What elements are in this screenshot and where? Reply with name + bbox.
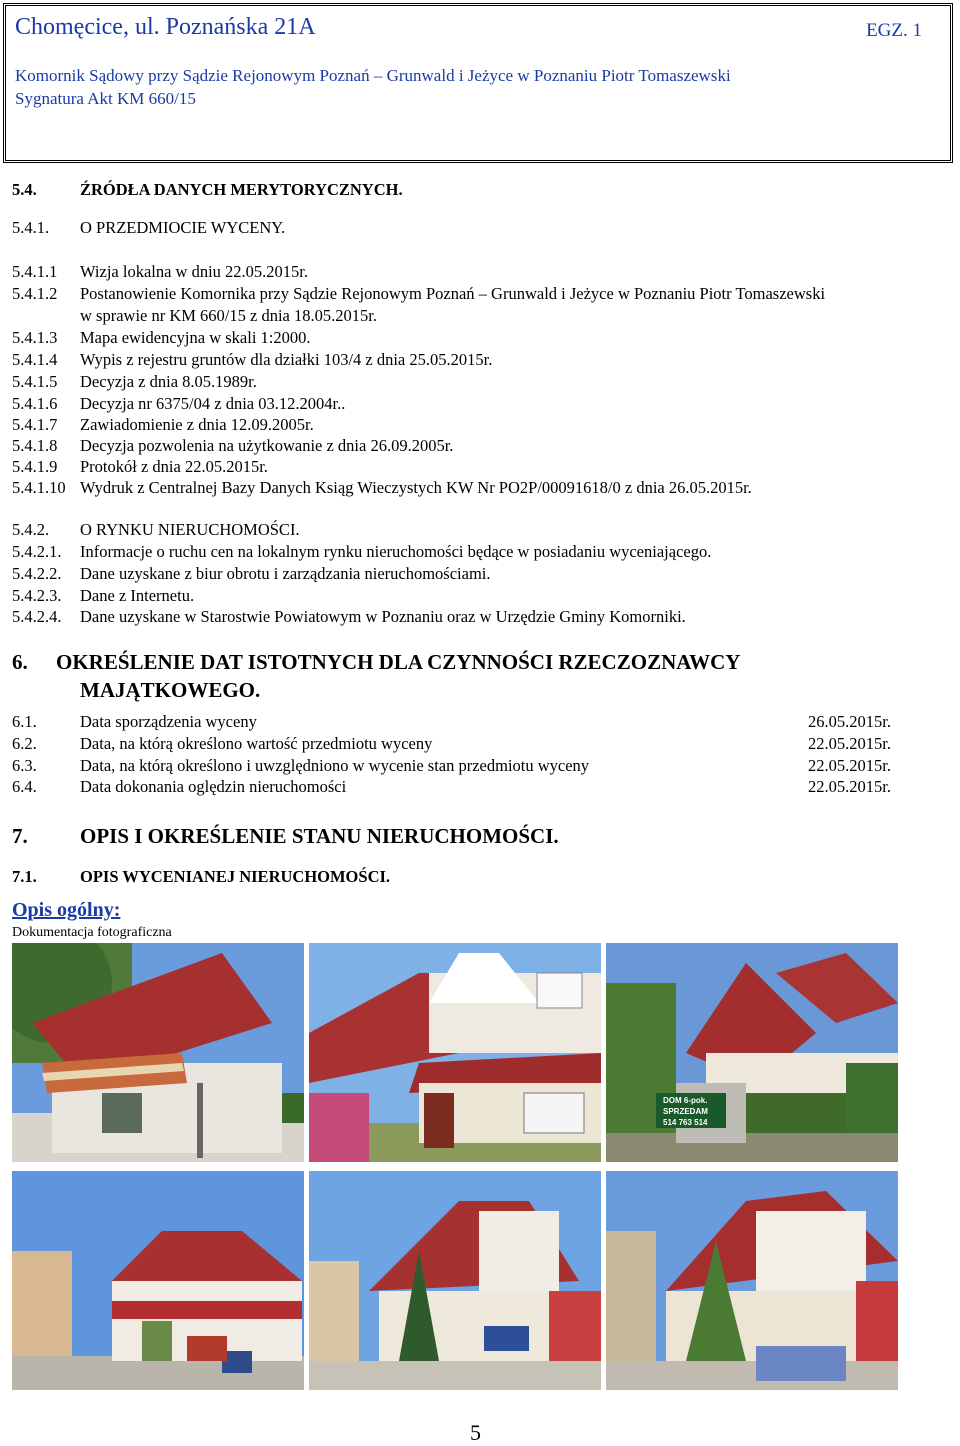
section-title: OPIS WYCENIANEJ NIERUCHOMOŚCI. bbox=[80, 867, 391, 886]
photo-caption: Dokumentacja fotograficzna bbox=[12, 925, 172, 940]
item-number: 5.4.1.10 bbox=[12, 478, 66, 497]
item-number: 5.4.1.1 bbox=[12, 262, 58, 281]
item-text: Wypis z rejestru gruntów dla działki 103/4 z dnia 25.05.2015r. bbox=[80, 350, 493, 369]
item-number: 6.4. bbox=[12, 777, 37, 796]
section-title: ŹRÓDŁA DANYCH MERYTORYCZNYCH. bbox=[80, 180, 403, 199]
document-title: Chomęcice, ul. Poznańska 21A bbox=[15, 14, 316, 40]
item-text: Data sporządzenia wyceny bbox=[80, 712, 257, 731]
item-number: 5.4.1.3 bbox=[12, 328, 58, 347]
section-title: O RYNKU NIERUCHOMOŚCI. bbox=[80, 520, 300, 539]
section-6-title: OKREŚLENIE DAT ISTOTNYCH DLA CZYNNOŚCI RZECZOZNAWCY bbox=[56, 650, 741, 674]
item-date: 22.05.2015r. bbox=[808, 777, 891, 796]
item-text: Wydruk z Centralnej Bazy Danych Ksiąg Wieczystych KW Nr PO2P/00091618/0 z dnia 26.05.2015r. bbox=[80, 478, 752, 497]
item-text: Data dokonania oględzin nieruchomości bbox=[80, 777, 347, 796]
sale-sign-line2: SPRZEDAM bbox=[663, 1107, 708, 1116]
section-6-title-cont: MAJĄTKOWEGO. bbox=[80, 678, 261, 702]
item-number: 5.4.2.3. bbox=[12, 586, 62, 605]
item-number: 5.4.1.5 bbox=[12, 372, 58, 391]
item-number: 5.4.2.1. bbox=[12, 542, 62, 561]
general-description-heading: Opis ogólny: bbox=[12, 899, 121, 921]
item-text: Decyzja pozwolenia na użytkowanie z dnia 26.09.2005r. bbox=[80, 436, 454, 455]
item-number: 5.4.2.2. bbox=[12, 564, 62, 583]
sale-sign-line1: DOM 6-pok. bbox=[663, 1096, 708, 1105]
item-text: Dane uzyskane w Starostwie Powiatowym w Poznaniu oraz w Urzędzie Gminy Komorniki. bbox=[80, 607, 686, 626]
item-text: Decyzja nr 6375/04 z dnia 03.12.2004r.. bbox=[80, 394, 346, 413]
item-text: Dane z Internetu. bbox=[80, 586, 195, 605]
item-number: 5.4.1.7 bbox=[12, 415, 58, 434]
item-text: Wizja lokalna w dniu 22.05.2015r. bbox=[80, 262, 309, 281]
item-text: Decyzja z dnia 8.05.1989r. bbox=[80, 372, 257, 391]
property-photo-5 bbox=[309, 1171, 601, 1390]
header-box bbox=[3, 3, 953, 163]
item-text: Postanowienie Komornika przy Sądzie Rejonowym Poznań – Grunwald i Jeżyce w Poznaniu Piotr Tomaszewski bbox=[80, 284, 826, 303]
item-text: Mapa ewidencyjna w skali 1:2000. bbox=[80, 328, 311, 347]
property-photo-4 bbox=[12, 1171, 304, 1390]
header-line-bailiff: Komornik Sądowy przy Sądzie Rejonowym Poznań – Grunwald i Jeżyce w Poznaniu Piotr Tomaszewski bbox=[15, 66, 731, 85]
section-number: 5.4.2. bbox=[12, 520, 50, 539]
item-date: 26.05.2015r. bbox=[808, 712, 891, 731]
item-text: w sprawie nr KM 660/15 z dnia 18.05.2015r. bbox=[80, 306, 377, 325]
item-date: 22.05.2015r. bbox=[808, 756, 891, 775]
section-6-number: 6. bbox=[12, 650, 28, 674]
item-date: 22.05.2015r. bbox=[808, 734, 891, 753]
item-text: Protokół z dnia 22.05.2015r. bbox=[80, 457, 268, 476]
item-text: Data, na którą określono wartość przedmiotu wyceny bbox=[80, 734, 433, 753]
item-number: 6.3. bbox=[12, 756, 37, 775]
section-7-title: OPIS I OKREŚLENIE STANU NIERUCHOMOŚCI. bbox=[80, 824, 559, 848]
section-number: 5.4. bbox=[12, 180, 37, 199]
item-number: 5.4.1.6 bbox=[12, 394, 58, 413]
item-number: 5.4.2.4. bbox=[12, 607, 62, 626]
section-title: O PRZEDMIOCIE WYCENY. bbox=[80, 218, 286, 237]
sale-sign-line3: 514 763 514 bbox=[663, 1118, 708, 1127]
item-text: Informacje o ruchu cen na lokalnym rynku nieruchomości będące w posiadaniu wyceniającego. bbox=[80, 542, 712, 561]
header-line-case: Sygnatura Akt KM 660/15 bbox=[15, 89, 196, 108]
item-text: Dane uzyskane z biur obrotu i zarządzania nieruchomościami. bbox=[80, 564, 491, 583]
property-photo-6 bbox=[606, 1171, 898, 1390]
property-photo-3 bbox=[606, 943, 898, 1162]
item-number: 6.2. bbox=[12, 734, 37, 753]
property-photo-1 bbox=[12, 943, 304, 1162]
item-number: 5.4.1.8 bbox=[12, 436, 58, 455]
item-number: 5.4.1.9 bbox=[12, 457, 58, 476]
property-photo-2 bbox=[309, 943, 601, 1162]
item-number: 5.4.1.4 bbox=[12, 350, 58, 369]
section-number: 5.4.1. bbox=[12, 218, 50, 237]
section-7-number: 7. bbox=[12, 824, 28, 848]
page-number: 5 bbox=[470, 1420, 481, 1445]
item-number: 6.1. bbox=[12, 712, 37, 731]
item-text: Data, na którą określono i uwzględniono w wycenie stan przedmiotu wyceny bbox=[80, 756, 590, 775]
item-number: 5.4.1.2 bbox=[12, 284, 58, 303]
copy-number: EGZ. 1 bbox=[866, 20, 922, 41]
section-number: 7.1. bbox=[12, 867, 37, 886]
item-text: Zawiadomienie z dnia 12.09.2005r. bbox=[80, 415, 314, 434]
